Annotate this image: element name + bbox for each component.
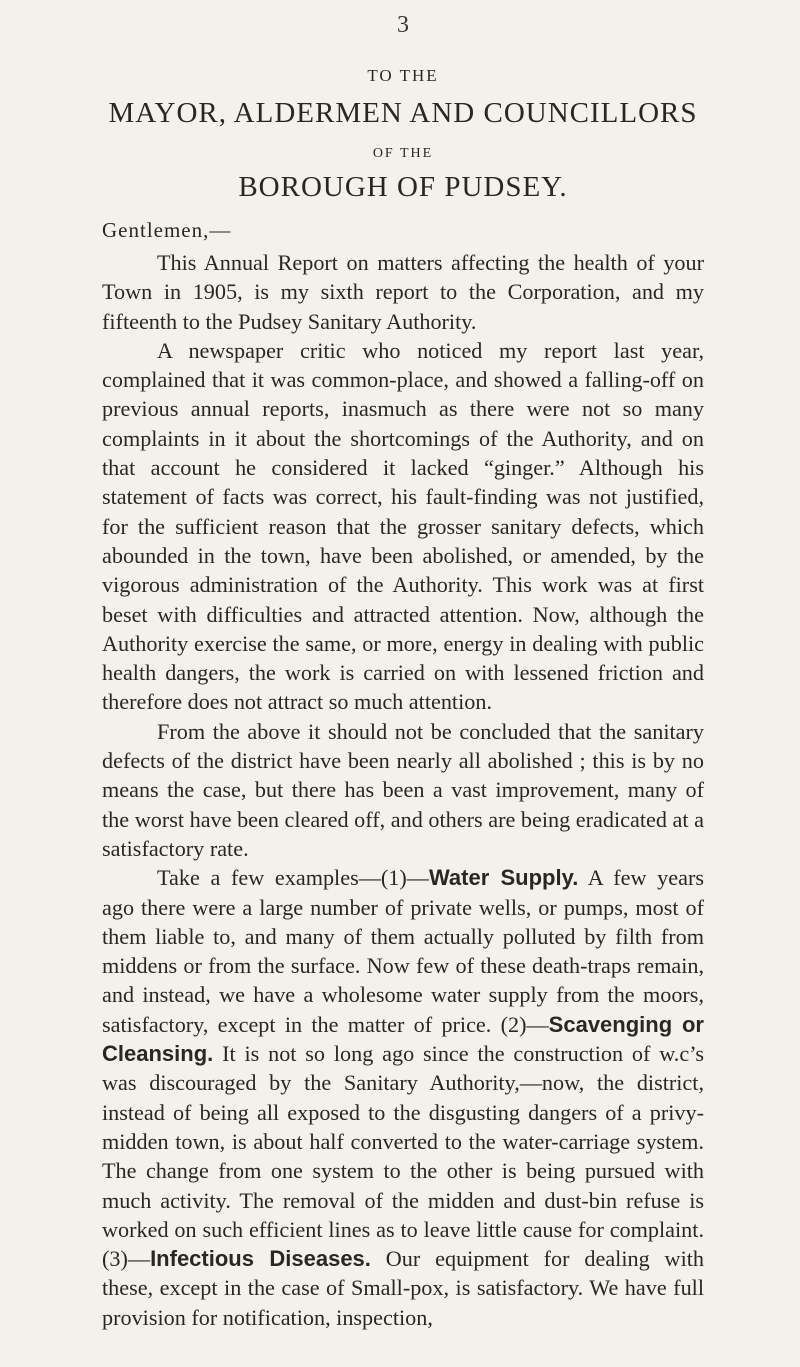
- paragraph-examples: [102, 863, 704, 1332]
- examples-text-3: It is not so long ago since the construction of w.c’s was discouraged by the Sanitary Authority,—now, the district, instead of being all exposed to the disgusting dangers of a privy-midden town, is about half converted to the water-carriage system. The change from one system to the other is being pursued with much activity. The removal of the midden and dust-bin refuse is worked on such efficient lines as to leave little cause for complaint. (3)—: [102, 1041, 704, 1272]
- paragraph-intro: This Annual Report on matters affecting the health of your Town in 1905, is my sixth report to the Corporation, and my fifteenth to the Pudsey Sanitary Authority.: [102, 250, 704, 334]
- paragraph-sanitary-defects: From the above it should not be concluded that the sanitary defects of the district have been nearly all abolished ; this is by no means the case, but there has been a vast improvement, many of the worst have been cleared off, and others are being eradicated at a satisfactory rate.: [102, 718, 704, 861]
- examples-text-4: Our equipment for dealing with these, except in the case of Small-pox, is satisfactory. We have full provision for notification, inspection,: [102, 1246, 704, 1330]
- paragraph-critic: A newspaper critic who noticed my report last year, complained that it was common-place, and showed a falling-off on previous annual reports, inasmuch as there were not so many complaints in it about the shortcomings of the Authority, and on that account he considered it lacked “ginger.” Although his statement of facts was correct, his fault-finding was not justified, for the sufficient reason that the grosser sanitary defects, which abounded in the town, have been abolished, or amended, by the vigorous administration of the Authority. This work was at first beset with difficulties and attracted attention. Now, although the Authority exercise the same, or more, energy in dealing with public health dangers, the work is carried on with lessened friction and therefore does not attract so much attention.: [102, 337, 704, 715]
- heading-borough: BOROUGH OF PUDSEY.: [238, 171, 568, 203]
- salutation: Gentlemen,—: [102, 218, 232, 242]
- examples-text-2: A few years ago there were a large number of private wells, or pumps, most of them liable to, and many of them actually polluted by filth from middens or from the surface. Now few of these death-traps remain, and instead, we have a wholesome water supply from the moors, satisfactory, except in the matter of price. (2)—: [102, 865, 704, 1037]
- page-number: 3: [397, 12, 409, 38]
- subheading-water-supply: Water Supply.: [428, 865, 579, 891]
- heading-of-the: OF THE: [372, 146, 434, 161]
- subheading-scavenging: Scavenging or Cleansing.: [102, 1011, 704, 1067]
- examples-text-1: Take a few examples—(1)—: [157, 865, 429, 891]
- heading-addressees: MAYOR, ALDERMEN AND COUNCILLORS: [108, 97, 698, 129]
- heading-to-the: TO THE: [367, 66, 439, 85]
- subheading-infectious-diseases: Infectious Diseases.: [150, 1246, 371, 1272]
